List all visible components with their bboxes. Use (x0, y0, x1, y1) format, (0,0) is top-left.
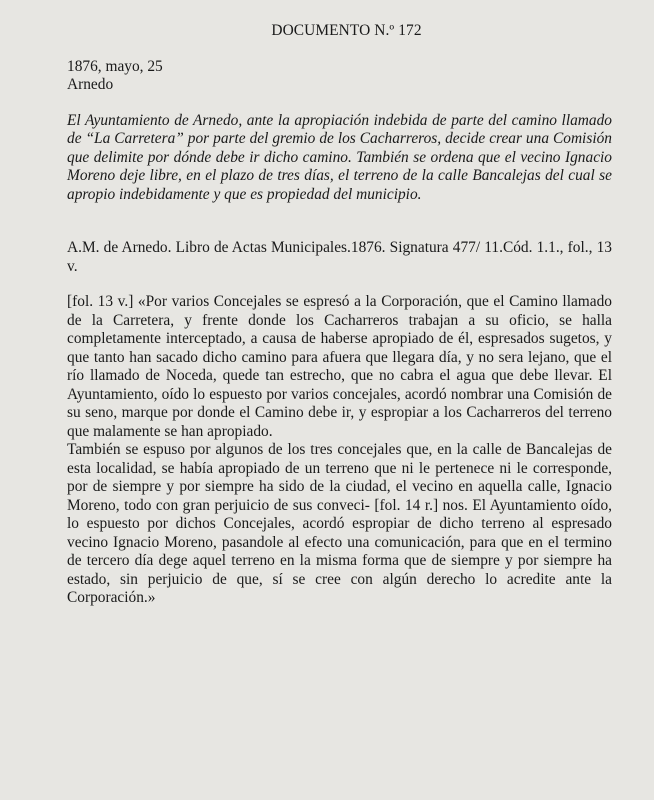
transcription-paragraph-1: [fol. 13 v.] «Por varios Concejales se espresó a la Corporación, que el Camino llamado de la Carretera, y frente donde los Cacharreros trabajan a su oficio, se halla completamente interceptado, a causa de haberse apropiado de él, espresados sugetos, y que tanto han sacado dicho camino para afuera que llegara día, y no sera lejano, que el río llamado de Noceda, quede tan estrecho, que no cabra el agua que debe llevar. El Ayuntamiento, oído lo espuesto por varios concejales, acordó nombrar una Comisión de su seno, marque por donde el Camino debe ir, y espropiar a los Cacharreros del terreno que malamente se han apropiado. (67, 293, 612, 440)
document-place: Arnedo (67, 76, 114, 93)
transcription-paragraph-2: También se espuso por algunos de los tres concejales que, en la calle de Bancalejas de esta localidad, se había apropiado de un terreno que ni le pertenece ni le corresponde, por de siempre y por siempre ha sido de la ciudad, el vecino en aquella calle, Ignacio Moreno, todo con gran perjuicio de sus conveci- [fol. 14 r.] nos. El Ayuntamiento oído, lo espuesto por dichos Concejales, acordó espropiar de dicho terreno al espresado vecino Ignacio Moreno, pasandole al efecto una comunicación, para que en el termino de tercero día dege aquel terreno en la misma forma que de siempre y por siempre ha estado, sin perjuicio de que, sí se cree con algún derecho lo acredite ante la Corporación.» (67, 441, 612, 606)
document-summary: El Ayuntamiento de Arnedo, ante la apropiación indebida de parte del camino llamado de “La Carretera” por parte del gremio de los Cacharreros, decide crear una Comisión que delimite por dónde debe ir dicho camino. También se ordena que el vecino Ignacio Moreno deje libre, en el plazo de tres días, el terreno de la calle Bancalejas del cual se apropio indebidamente y que es propiedad del municipio. (67, 111, 612, 203)
archive-source: A.M. de Arnedo. Libro de Actas Municipales.1876. Signatura 477/ 11.Cód. 1.1., fol., 13 v. (67, 239, 612, 275)
document-title: DOCUMENTO N.º 172 (271, 22, 422, 39)
document-date: 1876, mayo, 25 (67, 57, 163, 75)
